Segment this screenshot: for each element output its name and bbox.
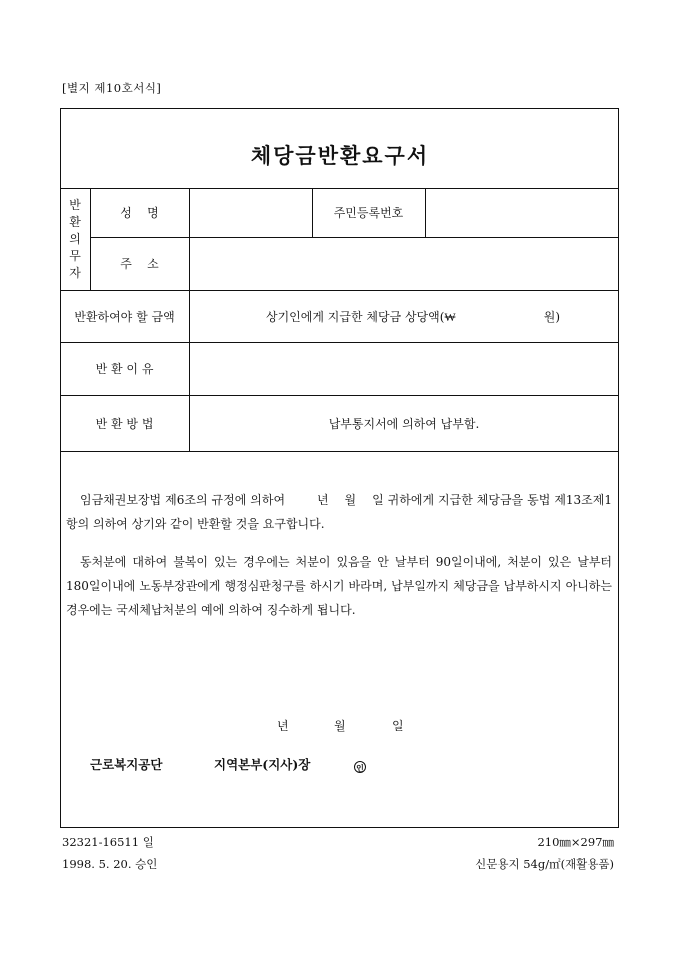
name-field[interactable] (189, 188, 312, 237)
address-field[interactable] (189, 237, 619, 290)
divider (60, 451, 619, 452)
group-char: 자 (69, 265, 81, 280)
paper-type: 신문용지 54g/㎡(재활용품) (475, 857, 614, 871)
appeal-paragraph: 동처분에 대하여 불복이 있는 경우에는 처분이 있음을 안 날부터 90일이내에, 처분이 있은 날부터 180일이내에 노동부장관에게 행정심판청구를 하시기 바라며, 납부일까지 체당금을 납부하시지 아니하는 경우에는 국세체납처분의 예에 의하여 징수하게 됩니다. (66, 555, 612, 617)
reason-field[interactable] (189, 342, 619, 395)
amount-field[interactable] (189, 290, 619, 342)
group-char: 반 (69, 197, 81, 212)
date-year-label: 년 (277, 719, 289, 733)
seal-mark (354, 756, 366, 775)
amount-label: 반환하여야 할 금액 (74, 309, 175, 324)
form-code: 32321-16511 일 (62, 835, 154, 849)
date-day-label: 일 (392, 719, 404, 733)
official-title: 지역본부(지사)장 (214, 757, 311, 772)
date-month-label: 월 (334, 719, 346, 733)
reason-label: 반 환 이 유 (95, 362, 154, 376)
name-label: 성 명 (120, 206, 159, 220)
page-title: 체당금반환요구서 (250, 143, 430, 168)
approval-date: 1998. 5. 20. 승인 (62, 857, 158, 871)
group-char: 무 (69, 248, 81, 263)
obligor-group-label (60, 188, 90, 290)
organization-name: 근로복지공단 (90, 757, 163, 772)
group-char: 환 (69, 214, 81, 229)
group-char: 의 (69, 231, 81, 246)
address-label: 주 소 (120, 257, 159, 271)
rrn-field[interactable] (425, 188, 619, 237)
amount-text: 상기인에게 지급한 체당금 상당액(₩ (265, 309, 456, 324)
request-paragraph: 임금채권보장법 제6조의 규정에 의하여 년 월 일 귀하에게 지급한 체당금을 동법 제13조제1항의 의하여 상기와 같이 반환할 것을 요구합니다. (66, 493, 612, 531)
amount-unit: 원) (543, 309, 561, 324)
form-number-label: [별지 제10호서식] (62, 81, 162, 95)
seal-icon: 인 (354, 761, 366, 773)
rrn-label: 주민등록번호 (333, 206, 404, 220)
paper-size: 210㎜×297㎜ (537, 835, 614, 849)
method-label: 반 환 방 법 (95, 416, 154, 431)
method-value: 납부통지서에 의하여 납부함. (328, 416, 480, 431)
